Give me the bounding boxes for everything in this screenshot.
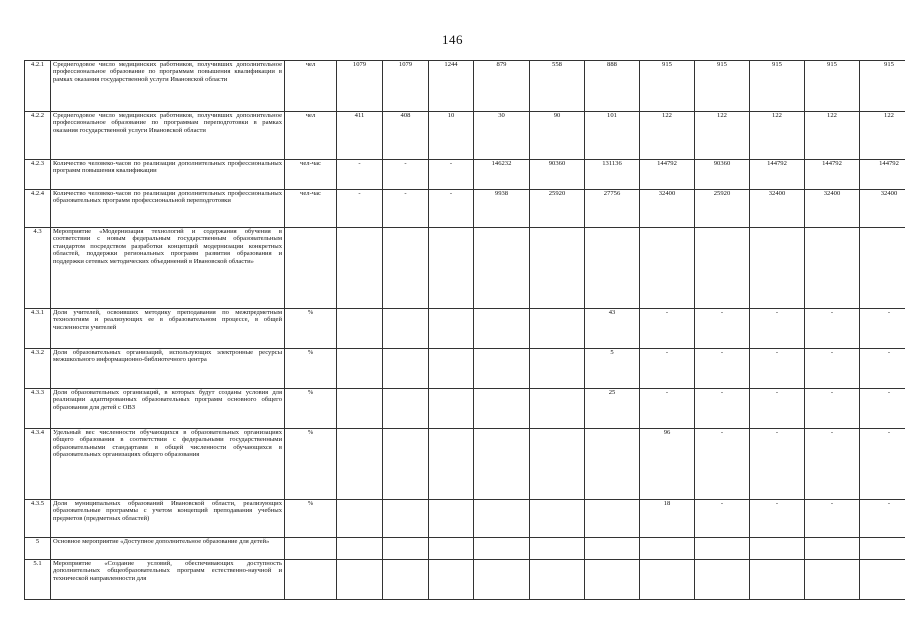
value-cell: - <box>640 349 695 389</box>
value-cell <box>429 309 474 349</box>
row-number: 5.1 <box>25 560 51 600</box>
value-cell <box>640 228 695 309</box>
value-cell <box>383 309 429 349</box>
table-row <box>25 190 905 228</box>
value-cell: 90360 <box>530 160 585 190</box>
unit-cell: чел <box>285 112 337 160</box>
indicator-name: Основное мероприятие «Доступное дополнительное образование для детей» <box>51 538 285 560</box>
indicator-name: Среднегодовое число медицинских работников, получивших дополнительное профессиональное образование по программам повышения квалификации в рамках оказания государственной услуги Ивановской области <box>51 61 285 112</box>
value-cell: 144792 <box>750 160 805 190</box>
value-cell: - <box>337 160 383 190</box>
table-row <box>25 349 905 389</box>
value-cell <box>383 560 429 600</box>
table-row <box>25 112 905 160</box>
table-row <box>25 61 905 112</box>
value-cell: 101 <box>585 112 640 160</box>
value-cell <box>429 429 474 500</box>
value-cell: 18 <box>640 500 695 538</box>
value-cell <box>474 560 530 600</box>
value-cell <box>337 228 383 309</box>
table-row <box>25 429 905 500</box>
value-cell: - <box>695 429 750 500</box>
value-cell: - <box>860 429 905 500</box>
value-cell <box>695 228 750 309</box>
value-cell: - <box>337 190 383 228</box>
value-cell: 144792 <box>640 160 695 190</box>
value-cell: - <box>860 389 905 429</box>
value-cell <box>805 538 860 560</box>
value-cell: 1244 <box>429 61 474 112</box>
value-cell <box>429 560 474 600</box>
value-cell <box>337 560 383 600</box>
value-cell: 122 <box>695 112 750 160</box>
table-row <box>25 538 905 560</box>
value-cell <box>805 228 860 309</box>
row-number: 4.2.3 <box>25 160 51 190</box>
value-cell: 10 <box>429 112 474 160</box>
value-cell: 411 <box>337 112 383 160</box>
value-cell: - <box>640 389 695 429</box>
value-cell: - <box>695 309 750 349</box>
value-cell <box>695 560 750 600</box>
value-cell: 144792 <box>805 160 860 190</box>
value-cell <box>585 429 640 500</box>
value-cell: 27756 <box>585 190 640 228</box>
value-cell <box>337 500 383 538</box>
value-cell: - <box>805 429 860 500</box>
row-number: 4.3.3 <box>25 389 51 429</box>
value-cell <box>337 309 383 349</box>
value-cell <box>383 500 429 538</box>
value-cell: 915 <box>805 61 860 112</box>
row-number: 4.2.4 <box>25 190 51 228</box>
value-cell <box>337 389 383 429</box>
row-number: 5 <box>25 538 51 560</box>
value-cell: 558 <box>530 61 585 112</box>
row-number: 4.2.2 <box>25 112 51 160</box>
table-row <box>25 389 905 429</box>
indicator-name: Среднегодовое число медицинских работников, получивших дополнительное профессиональное образование по программам переподготовки в рамках оказания государственной услуги Ивановской области <box>51 112 285 160</box>
table-row <box>25 560 905 600</box>
value-cell <box>860 228 905 309</box>
row-number: 4.3.5 <box>25 500 51 538</box>
value-cell: 408 <box>383 112 429 160</box>
unit-cell: чел <box>285 61 337 112</box>
value-cell: - <box>750 349 805 389</box>
indicator-name: Количество человеко-часов по реализации дополнительных профессиональных программ повышения квалификации <box>51 160 285 190</box>
value-cell: 915 <box>640 61 695 112</box>
value-cell <box>805 560 860 600</box>
value-cell: - <box>805 349 860 389</box>
value-cell: 888 <box>585 61 640 112</box>
value-cell: 1079 <box>383 61 429 112</box>
value-cell: 32400 <box>750 190 805 228</box>
value-cell: 96 <box>640 429 695 500</box>
value-cell <box>337 429 383 500</box>
value-cell: 1079 <box>337 61 383 112</box>
unit-cell: % <box>285 500 337 538</box>
value-cell <box>530 500 585 538</box>
value-cell <box>530 228 585 309</box>
value-cell: 32400 <box>640 190 695 228</box>
value-cell <box>429 538 474 560</box>
value-cell <box>383 349 429 389</box>
value-cell <box>383 429 429 500</box>
value-cell: - <box>640 309 695 349</box>
value-cell: 915 <box>695 61 750 112</box>
value-cell: 122 <box>860 112 905 160</box>
row-number: 4.3.4 <box>25 429 51 500</box>
value-cell <box>474 500 530 538</box>
value-cell <box>530 429 585 500</box>
unit-cell: % <box>285 429 337 500</box>
value-cell <box>474 429 530 500</box>
value-cell <box>860 560 905 600</box>
value-cell: 32400 <box>805 190 860 228</box>
value-cell <box>750 538 805 560</box>
value-cell: - <box>860 500 905 538</box>
value-cell: - <box>860 309 905 349</box>
value-cell: 90 <box>530 112 585 160</box>
value-cell: 43 <box>585 309 640 349</box>
value-cell: 25920 <box>530 190 585 228</box>
indicator-name: Доля образовательных организаций, в которых будут созданы условия для реализации адаптированных образовательных программ основного общего образования для детей с ОВЗ <box>51 389 285 429</box>
table-row <box>25 228 905 309</box>
value-cell <box>640 538 695 560</box>
value-cell <box>429 389 474 429</box>
value-cell <box>750 228 805 309</box>
indicator-name: Мероприятие «Модернизация технологий и содержания обучения в соответствии с новым федеральным государственным образовательным стандартом посредством разработки концепций модернизации конкретных областей, поддержки региональных программ развития образования и поддержки сетевых методических объединений в Ивановской области» <box>51 228 285 309</box>
value-cell: 146232 <box>474 160 530 190</box>
value-cell <box>530 560 585 600</box>
row-number: 4.2.1 <box>25 61 51 112</box>
value-cell <box>337 349 383 389</box>
row-number: 4.3.1 <box>25 309 51 349</box>
indicator-name: Количество человеко-часов по реализации дополнительных профессиональных образовательных программ профессиональной переподготовки <box>51 190 285 228</box>
value-cell: 90360 <box>695 160 750 190</box>
value-cell: 5 <box>585 349 640 389</box>
value-cell <box>585 560 640 600</box>
indicators-table <box>24 60 905 600</box>
value-cell <box>429 228 474 309</box>
indicator-name: Доля учителей, освоивших методику преподавания по межпредметным технологиям и реализующих ее в образовательном процессе, в общей численности учителей <box>51 309 285 349</box>
unit-cell <box>285 538 337 560</box>
row-number: 4.3 <box>25 228 51 309</box>
value-cell <box>474 228 530 309</box>
table-row <box>25 500 905 538</box>
indicator-name: Доля муниципальных образований Ивановской области, реализующих образовательные программы с учетом концепций преподавания учебных предметов (предметных областей) <box>51 500 285 538</box>
value-cell: - <box>805 309 860 349</box>
value-cell: 122 <box>640 112 695 160</box>
value-cell: 122 <box>805 112 860 160</box>
value-cell <box>383 538 429 560</box>
value-cell: 32400 <box>860 190 905 228</box>
value-cell: 25 <box>585 389 640 429</box>
value-cell: - <box>750 429 805 500</box>
value-cell <box>474 389 530 429</box>
unit-cell: % <box>285 349 337 389</box>
unit-cell: чел-час <box>285 160 337 190</box>
value-cell <box>585 500 640 538</box>
table-row <box>25 309 905 349</box>
value-cell: - <box>860 349 905 389</box>
value-cell: 915 <box>860 61 905 112</box>
unit-cell: % <box>285 309 337 349</box>
value-cell: - <box>805 500 860 538</box>
value-cell: 915 <box>750 61 805 112</box>
value-cell: - <box>695 389 750 429</box>
unit-cell <box>285 560 337 600</box>
value-cell: - <box>695 349 750 389</box>
value-cell <box>429 349 474 389</box>
value-cell: - <box>805 389 860 429</box>
value-cell <box>429 500 474 538</box>
indicator-name: Мероприятие «Создание условий, обеспечивающих доступность дополнительных общеобразовательных программ естественно-научной и технической направленности для <box>51 560 285 600</box>
unit-cell <box>285 228 337 309</box>
value-cell <box>474 309 530 349</box>
value-cell: - <box>750 309 805 349</box>
value-cell: - <box>429 190 474 228</box>
value-cell <box>695 538 750 560</box>
value-cell <box>640 560 695 600</box>
value-cell <box>530 389 585 429</box>
value-cell <box>474 349 530 389</box>
indicator-name: Удельный вес численности обучающихся в образовательных организациях общего образования в соответствии с федеральными государственными образовательными стандартами в общей численности обучающихся в образовательных организациях общего образования <box>51 429 285 500</box>
value-cell: 879 <box>474 61 530 112</box>
value-cell <box>474 538 530 560</box>
value-cell: - <box>750 389 805 429</box>
value-cell: 122 <box>750 112 805 160</box>
value-cell <box>530 349 585 389</box>
value-cell <box>530 309 585 349</box>
value-cell: 9938 <box>474 190 530 228</box>
value-cell <box>383 228 429 309</box>
value-cell <box>530 538 585 560</box>
value-cell: 25920 <box>695 190 750 228</box>
unit-cell: % <box>285 389 337 429</box>
page-number: 146 <box>442 32 463 47</box>
value-cell <box>585 228 640 309</box>
row-number: 4.3.2 <box>25 349 51 389</box>
table-row <box>25 160 905 190</box>
value-cell <box>750 560 805 600</box>
value-cell: - <box>383 190 429 228</box>
value-cell: 131136 <box>585 160 640 190</box>
unit-cell: чел-час <box>285 190 337 228</box>
value-cell: - <box>750 500 805 538</box>
value-cell: 144792 <box>860 160 905 190</box>
indicator-name: Доля образовательных организаций, использующих электронные ресурсы межшкольного информационно-библиотечного центра <box>51 349 285 389</box>
value-cell <box>337 538 383 560</box>
value-cell: - <box>383 160 429 190</box>
value-cell: - <box>429 160 474 190</box>
value-cell: - <box>695 500 750 538</box>
value-cell: 30 <box>474 112 530 160</box>
value-cell <box>860 538 905 560</box>
value-cell <box>383 389 429 429</box>
value-cell <box>585 538 640 560</box>
